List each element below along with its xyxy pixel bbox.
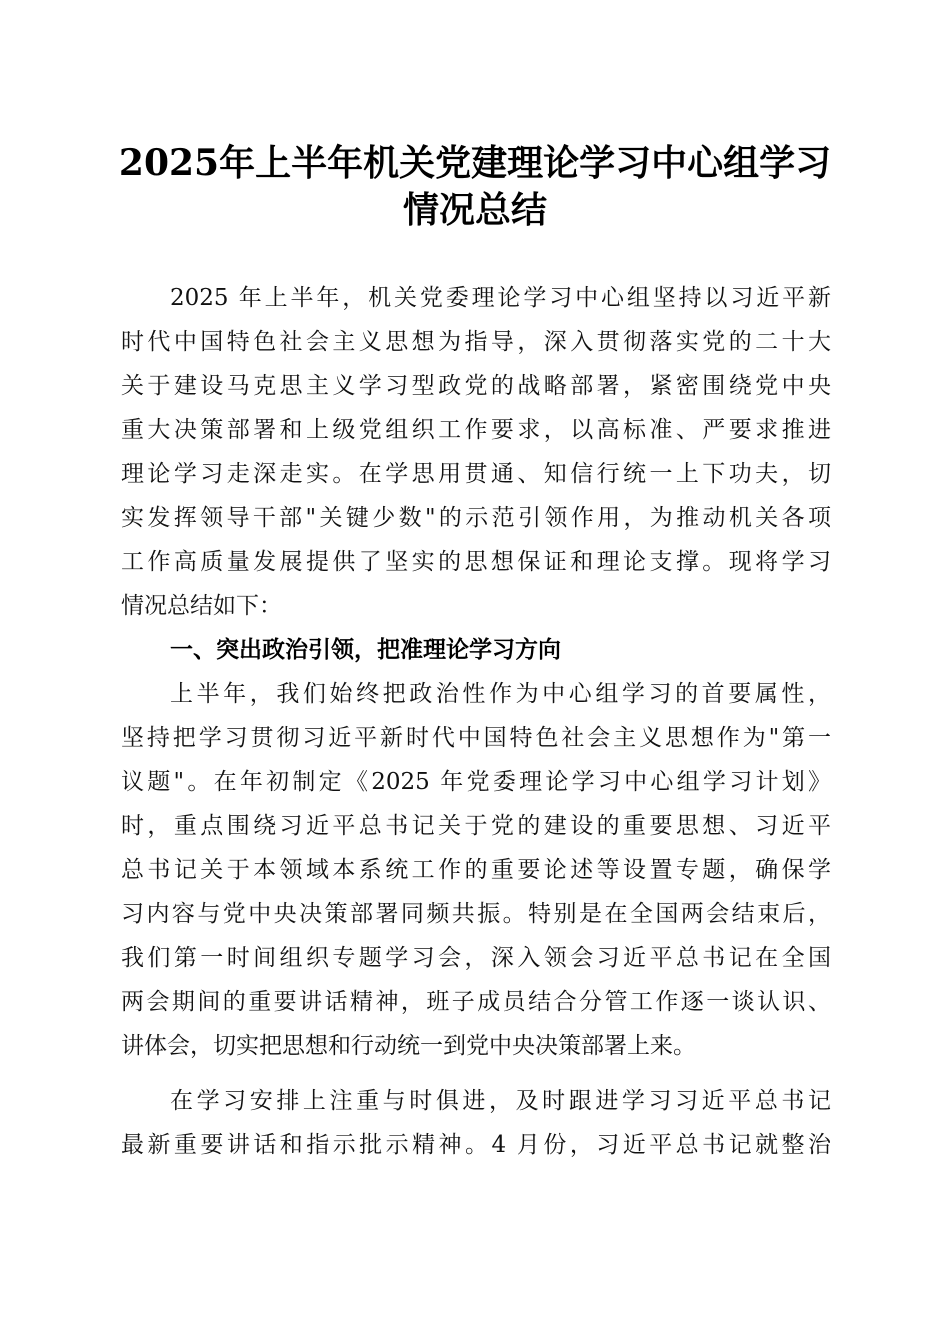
paragraph-3-line: 在学习安排上注重与时俱进，及时跟进学习习近平总书记	[170, 1088, 831, 1114]
paragraph-1-line: 实发挥领导干部"关键少数"的示范引领作用，为推动机关各项	[121, 505, 831, 531]
section-1-heading: 一、突出政治引领，把准理论学习方向	[170, 637, 561, 663]
paragraph-1-line: 情况总结如下：	[121, 593, 282, 619]
paragraph-1-line: 关于建设马克思主义学习型政党的战略部署，紧密围绕党中央	[121, 373, 831, 399]
paragraph-2-line: 总书记关于本领域本系统工作的重要论述等设置专题，确保学	[121, 857, 831, 883]
paragraph-3-line: 最新重要讲话和指示批示精神。4 月份，习近平总书记就整治	[121, 1132, 831, 1158]
document-title-line-1: 2025年上半年机关党建理论学习中心组学习	[118, 142, 832, 184]
paragraph-2-line: 坚持把学习贯彻习近平新时代中国特色社会主义思想作为"第一	[121, 725, 831, 751]
paragraph-2-line: 我们第一时间组织专题学习会，深入领会习近平总书记在全国	[121, 945, 831, 971]
paragraph-1-line: 重大决策部署和上级党组织工作要求，以高标准、严要求推进	[121, 417, 831, 443]
paragraph-2-line: 时，重点围绕习近平总书记关于党的建设的重要思想、习近平	[121, 813, 831, 839]
paragraph-1-line: 工作高质量发展提供了坚实的思想保证和理论支撑。现将学习	[121, 549, 831, 575]
paragraph-2-line: 习内容与党中央决策部署同频共振。特别是在全国两会结束后，	[121, 901, 831, 927]
paragraph-2-line: 两会期间的重要讲话精神，班子成员结合分管工作逐一谈认识、	[121, 989, 831, 1015]
paragraph-1-line: 时代中国特色社会主义思想为指导，深入贯彻落实党的二十大	[121, 329, 831, 355]
paragraph-1-line: 2025 年上半年，机关党委理论学习中心组坚持以习近平新	[170, 285, 831, 311]
paragraph-2-line: 讲体会，切实把思想和行动统一到党中央决策部署上来。	[121, 1033, 696, 1059]
paragraph-1-line: 理论学习走深走实。在学思用贯通、知信行统一上下功夫，切	[121, 461, 831, 487]
paragraph-2-line: 上半年，我们始终把政治性作为中心组学习的首要属性，	[170, 681, 831, 707]
document-title-line-2: 情况总结	[402, 189, 547, 231]
paragraph-2-line: 议题"。在年初制定《2025 年党委理论学习中心组学习计划》	[121, 769, 831, 795]
